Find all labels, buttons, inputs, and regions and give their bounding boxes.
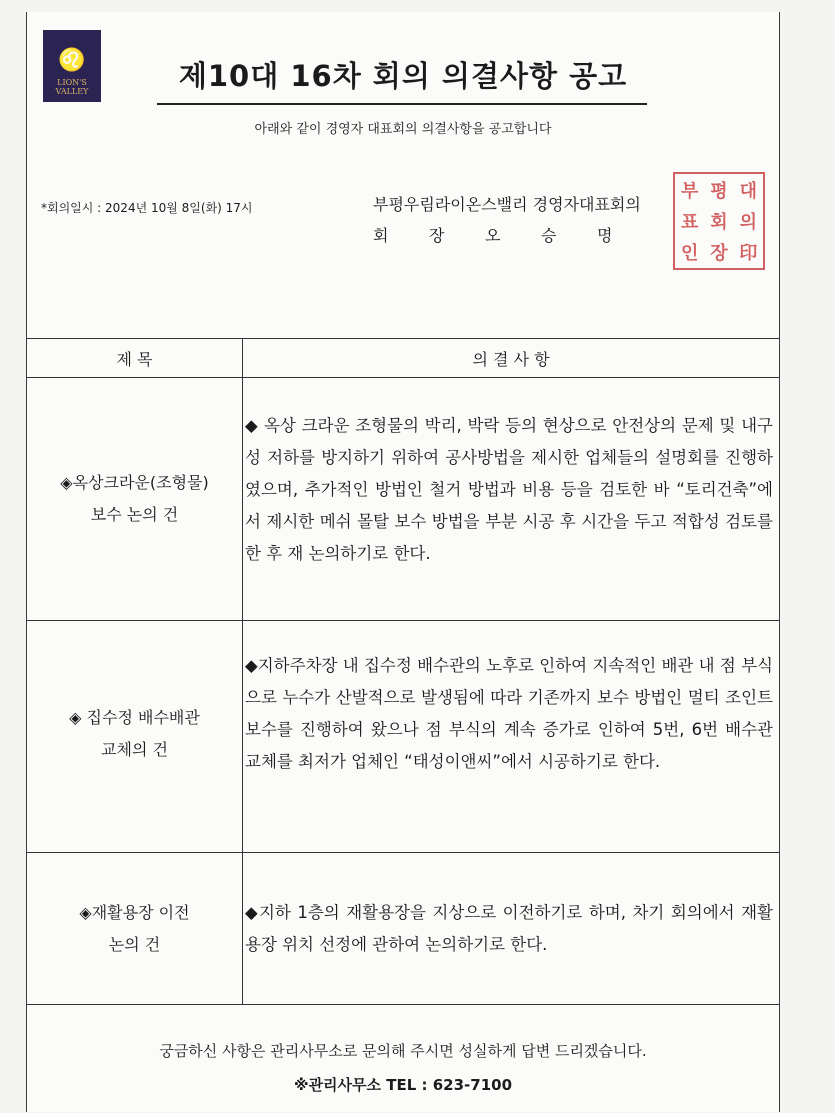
row-topic [27, 702, 242, 766]
logo-text-line1: LION'S [57, 78, 87, 87]
chairperson-line [373, 223, 653, 246]
header-topic: 제 목 [116, 349, 153, 369]
page-title: 제10대 16차 회의 의결사항 공고 [178, 59, 628, 93]
topic-line: ◈재활용장 이전 [79, 903, 190, 922]
official-seal-stamp: 부 평 대 표 회 의 인 장 印 [673, 172, 765, 270]
topic-line: ◈ 집수정 배수배관 [69, 708, 200, 727]
meeting-date: *회의일시 : 2024년 10월 8일(화) 17시 [41, 201, 253, 215]
topic-line: ◈옥상크라운(조형물) [60, 473, 209, 492]
topic-line: 논의 건 [108, 935, 161, 954]
row-decision-text: ◆지하 1층의 재활용장을 지상으로 이전하기로 하며, 차기 회의에서 재활용장 위치 선정에 관하여 논의하기로 한다. [245, 903, 773, 954]
table-header-border [27, 377, 779, 378]
page-subtitle: 아래와 같이 경영자 대표회의 의결사항을 공고합니다 [254, 122, 552, 137]
notice-sheet [26, 12, 780, 1112]
row-topic [27, 897, 242, 961]
inquiry-notice: 궁금하신 사항은 관리사무소로 문의해 주시면 성실하게 답변 드리겠습니다. [159, 1042, 647, 1060]
chair-char: 오 [485, 226, 501, 245]
title-underline [157, 103, 647, 105]
chair-char: 회 [373, 226, 389, 245]
topic-line: 교체의 건 [101, 740, 168, 759]
header-decision: 의 결 사 항 [472, 349, 550, 369]
office-contact: ※관리사무소 TEL : 623-7100 [293, 1076, 513, 1094]
table-row-divider [27, 620, 779, 621]
row-topic [27, 467, 242, 531]
chair-char: 승 [541, 226, 557, 245]
row-decision-text: ◆ 옥상 크라운 조형물의 박리, 박락 등의 현상으로 안전상의 문제 및 내구성 저하를 방지하기 위하여 공사방법을 제시한 업체들의 설명회를 진행하였으며, 추가적인 방법인 철거 방법과 비용 등을 검토한 바 “토리건축”에서 제시한 메쉬 몰탈 보수 방법을 부분 시공 후 시간을 두고 적합성 검토를 한 후 재 논의하기로 한다. [245, 416, 773, 563]
organization-name: 부평우림라이온스밸리 경영자대표회의 [373, 195, 641, 214]
chair-char: 장 [429, 226, 445, 245]
row-decision-text: ◆지하주차장 내 집수정 배수관의 노후로 인하여 지속적인 배관 내 점 부식으로 누수가 산발적으로 발생됨에 따라 기존까지 보수 방법인 멀티 조인트 보수를 진행하여 왔으나 점 부식의 계속 증가로 인하여 5번, 6번 배수관 교체를 최저가 업체인 “태성이앤씨”에서 시공하기로 한다. [245, 656, 773, 771]
table-top-border [27, 338, 779, 339]
table-bottom-border [27, 1004, 779, 1005]
logo-text-line2: VALLEY [55, 87, 89, 96]
lion-emblem-icon: ♌ [58, 48, 86, 73]
topic-line: 보수 논의 건 [90, 505, 179, 524]
chair-char: 명 [597, 226, 613, 245]
table-row-divider [27, 852, 779, 853]
table-column-divider [242, 338, 243, 1004]
